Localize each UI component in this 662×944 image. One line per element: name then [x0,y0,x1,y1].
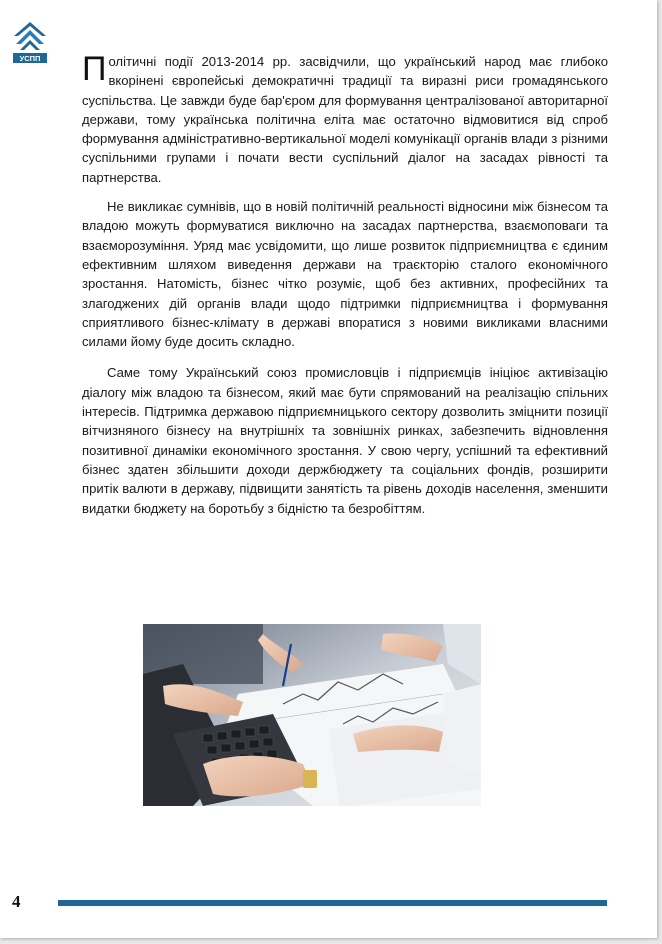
paragraph-1-text: олітичні події 2013-2014 рр. засвідчили, що український народ має глибоко вкорінені європейські демократичні традиції та виразні риси громадянського суспільства. Це завжди буде бар'єром для формування централізованої авторитарної держави, тому українська політична еліта має остаточно відмовитися від спроб формування адміністративно-вертикальної моделі комунікації органів влади з різними суспільними групами і почати вести суспільний діалог на засадах рівності та партнерства. [82,54,608,185]
paragraph-1 [82,52,608,187]
uspp-logo [10,18,50,66]
drop-cap: П [82,50,107,88]
footer-rule [58,900,607,906]
page-number: 4 [12,892,21,911]
body-text [82,52,608,530]
paragraph-2: Не викликає сумнівів, що в новій політичній реальності відносини між бізнесом та владою можуть формуватися виключно на засадах партнерства, взаємоповаги та взаєморозуміння. Уряд має усвідомити, що лише розвиток підприємництва є єдиним ефективним шляхом виведення держави на траєкторію сталого економічного зростання. Натомість, бізнес чітко розуміє, щоб без активних, професійних та злагоджених дій органів влади щодо підтримки підприємництва і формування сприятливого бізнес-клімату в державі впоратися з новими викликами власними силами йому буде досить складно. [82,199,608,350]
logo-text: УСПП [19,54,41,63]
business-meeting-photo [143,624,481,806]
paragraph-3: Саме тому Український союз промисловців і підприємців ініціює активізацію діалогу між владою та бізнесом, який має бути спрямований на реалізацію спільних інтересів. Підтримка державою підприємницького сектору дозволить зміцнити позиції вітчизняного бізнесу на внутрішніх та зовнішніх ринках, забезпечить відновлення позитивної динаміки економічного зростання. У свою чергу, успішний та ефективний бізнес здатен збільшити доходи держбюджету та соціальних фондів, розширити притік валюти в державу, підвищити занятість та рівень доходів населення, зменшити видатки бюджету на боротьбу з бідністю та безробіттям. [82,365,608,516]
